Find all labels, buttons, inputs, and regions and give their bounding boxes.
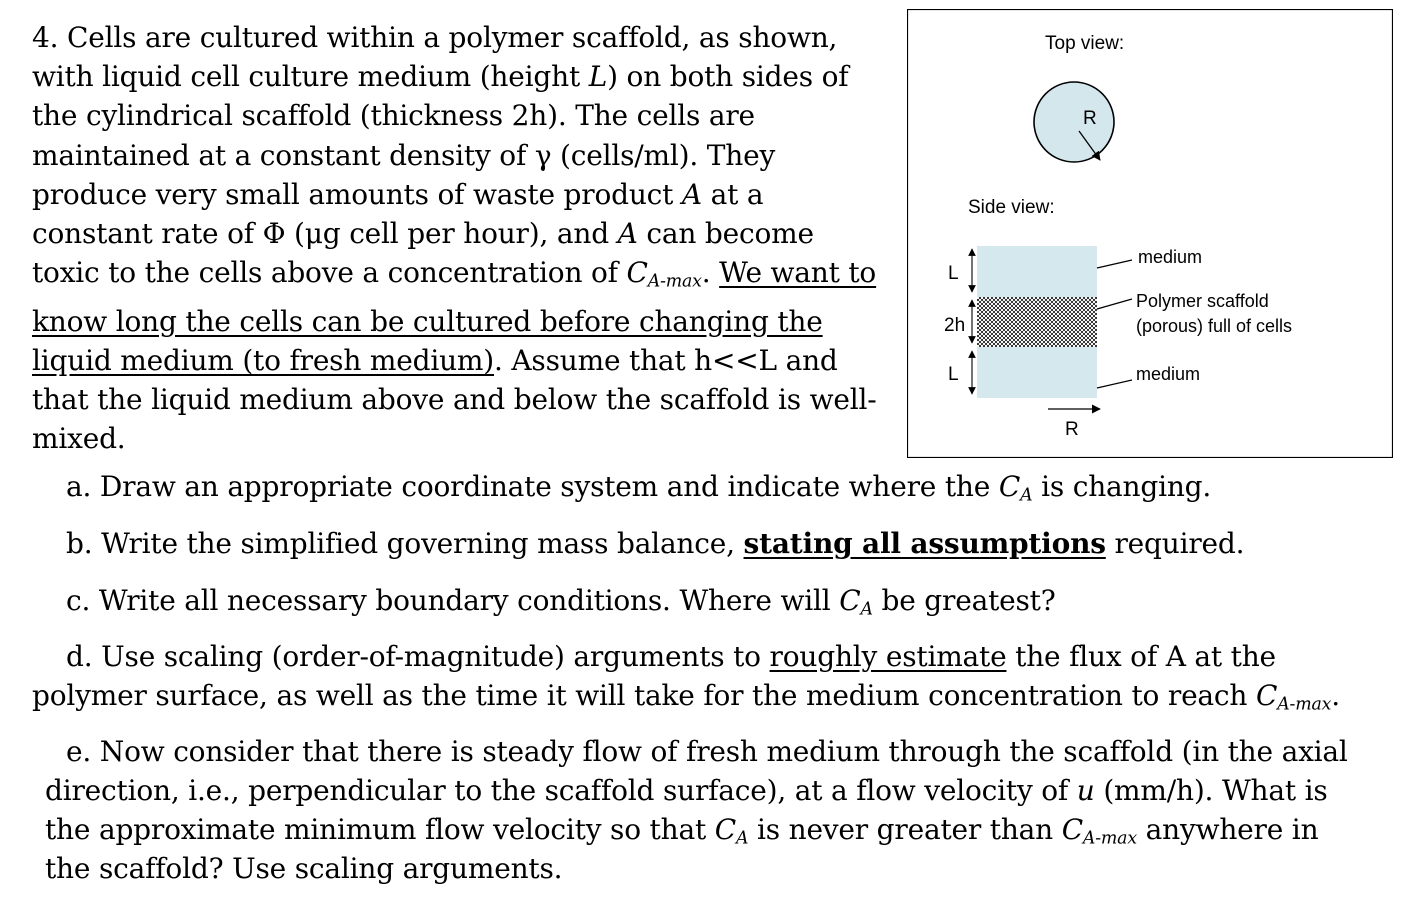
question-d-line-1: d. Use scaling (order-of-magnitude) arguments to roughly estimate the flux of A at the xyxy=(66,640,1276,673)
medium-top-label: medium xyxy=(1138,247,1203,267)
intro-line-4: maintained at a constant density of γ (cells/ml). They xyxy=(32,138,776,172)
intro-line-1: 4. Cells are cultured within a polymer scaffold, as shown, xyxy=(32,21,838,54)
scaffold-diagram xyxy=(907,9,1393,458)
top-view-label: Top view: xyxy=(1045,33,1125,54)
problem-intro xyxy=(32,18,892,459)
medium-bottom-label: medium xyxy=(1136,364,1201,384)
dim-label-bottom: L xyxy=(948,364,959,385)
dim-label-top: L xyxy=(948,263,959,284)
question-e-line-4: the scaffold? Use scaling arguments. xyxy=(45,852,563,885)
question-a: a. Draw an appropriate coordinate system and indicate where the $C_A$ is changing. xyxy=(66,470,1212,506)
scaffold-layer xyxy=(977,297,1097,347)
scaffold-figure xyxy=(907,9,1393,458)
intro-line-3: the cylindrical scaffold (thickness 2h). The cells are xyxy=(32,99,755,133)
question-b: b. Write the simplified governing mass balance, stating all assumptions required. xyxy=(66,527,1245,560)
side-view-label: Side view: xyxy=(968,197,1055,218)
intro-line-9: liquid medium (to fresh medium). Assume that h<<L and xyxy=(32,343,838,377)
intro-line-7: toxic to the cells above a concentration of $C_{A-max}$. We want to xyxy=(32,256,877,292)
intro-line-6: constant rate of Φ (μg cell per hour), and A can become xyxy=(32,217,814,251)
dim-label-mid: 2h xyxy=(944,315,966,336)
medium-bottom-layer xyxy=(977,347,1097,398)
question-d-line-2: polymer surface, as well as the time it will take for the medium concentration to reach $C_{A-max}$. xyxy=(32,679,1340,715)
question-e-line-2: direction, i.e., perpendicular to the scaffold surface), at a flow velocity of u (mm/h). What is xyxy=(45,774,1328,807)
intro-line-5: produce very small amounts of waste product A at a xyxy=(32,177,764,211)
radial-axis-label: R xyxy=(1065,419,1079,440)
intro-line-11: mixed. xyxy=(32,422,126,456)
scaffold-label-line-2: (porous) full of cells xyxy=(1136,316,1293,336)
question-c: c. Write all necessary boundary conditions. Where will $C_A$ be greatest? xyxy=(66,584,1056,620)
question-e-line-1: e. Now consider that there is steady flow of fresh medium through the scaffold (in the axial xyxy=(66,735,1348,768)
question-e-line-3: the approximate minimum flow velocity so that $C_A$ is never greater than $C_{A-max}$ anywhere in xyxy=(45,813,1319,849)
top-view-circle xyxy=(1034,82,1114,162)
intro-line-2: with liquid cell culture medium (height L) on both sides of xyxy=(32,60,849,94)
intro-line-8: know long the cells can be cultured before changing the xyxy=(32,304,823,338)
scaffold-label-line-1: Polymer scaffold xyxy=(1136,291,1269,311)
radius-label: R xyxy=(1083,108,1097,129)
medium-top-layer xyxy=(977,246,1097,297)
intro-line-10: that the liquid medium above and below the scaffold is well- xyxy=(32,383,877,417)
